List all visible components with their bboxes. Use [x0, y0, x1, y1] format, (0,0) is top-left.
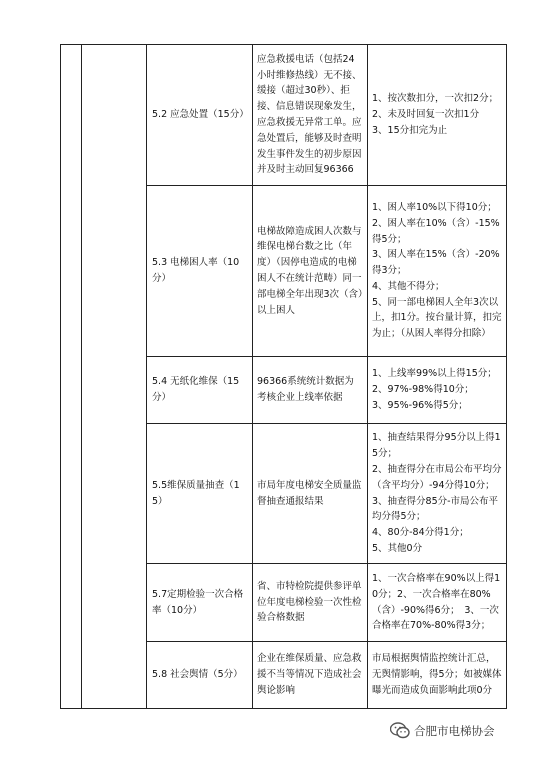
criteria-cell: 省、市特检院提供参评单位年度电梯检验一次性检验合格数据: [253, 564, 368, 642]
criteria-cell: 电梯故障造成困人次数与维保电梯台数之比（年度）（因停电造成的电梯困人不在统计范畴）同一部电梯全年出现3次（含）以上困人: [253, 186, 368, 357]
category-cell: [61, 45, 82, 709]
scoring-cell: 1、困人率10%以下得10分； 2、困人率在10%（含）-15%得5分； 3、困人率在15%（含）-20%得3分； 4、其他不得分； 5、同一部电梯困人全年3次以上，扣1分。按台量计算，扣完为止；（从困人率得分扣除）: [368, 186, 507, 357]
evaluation-table: [60, 44, 507, 709]
item-cell: 5.2 应急处置（15分）: [147, 45, 253, 186]
watermark: [390, 722, 495, 739]
subcategory-cell: [82, 45, 147, 709]
item-cell: 5.3 电梯困人率（10分）: [147, 186, 253, 357]
criteria-cell: 企业在维保质量、应急救援不当等情况下造成社会舆论影响: [253, 642, 368, 709]
table-row: [61, 45, 507, 186]
watermark-text: 合肥市电梯协会: [414, 723, 495, 738]
scoring-cell: 市局根据舆情监控统计汇总，无舆情影响，得5分；如被媒体曝光而造成负面影响此项0分: [368, 642, 507, 709]
item-cell: 5.4 无纸化维保（15分）: [147, 357, 253, 424]
scoring-cell: 1、按次数扣分，一次扣2分； 2、未及时回复一次扣1分 3、15分扣完为止: [368, 45, 507, 186]
criteria-cell: 96366系统统计数据为考核企业上线率依据: [253, 357, 368, 424]
item-cell: 5.7定期检验一次合格率（10分）: [147, 564, 253, 642]
item-cell: 5.8 社会舆情（5分）: [147, 642, 253, 709]
item-cell: 5.5维保质量抽查（15）: [147, 424, 253, 564]
criteria-cell: 市局年度电梯安全质量监督抽查通报结果: [253, 424, 368, 564]
wechat-icon: [390, 722, 410, 739]
criteria-cell: 应急救援电话（包括24小时维修热线）无不接、缓接（超过30秒）、拒接、信息错误现象发生，应急救援无异常工单。应急处置后，能够及时查明发生事件发生的初步原因并及时主动回复96366: [253, 45, 368, 186]
scoring-cell: 1、抽查结果得分95分以上得15分； 2、抽查得分在市局公布平均分（含平均分）-94分得10分； 3、抽查得分85分-市局公布平均分得5分； 4、80分-84分得1分； 5、其他0分: [368, 424, 507, 564]
scoring-cell: 1、一次合格率在90%以上得10分；2、一次合格率在80%（含）-90%得6分； 3、一次合格率在70%-80%得3分；: [368, 564, 507, 642]
scoring-cell: 1、上线率99%以上得15分； 2、97%-98%得10分； 3、95%-96%得5分；: [368, 357, 507, 424]
